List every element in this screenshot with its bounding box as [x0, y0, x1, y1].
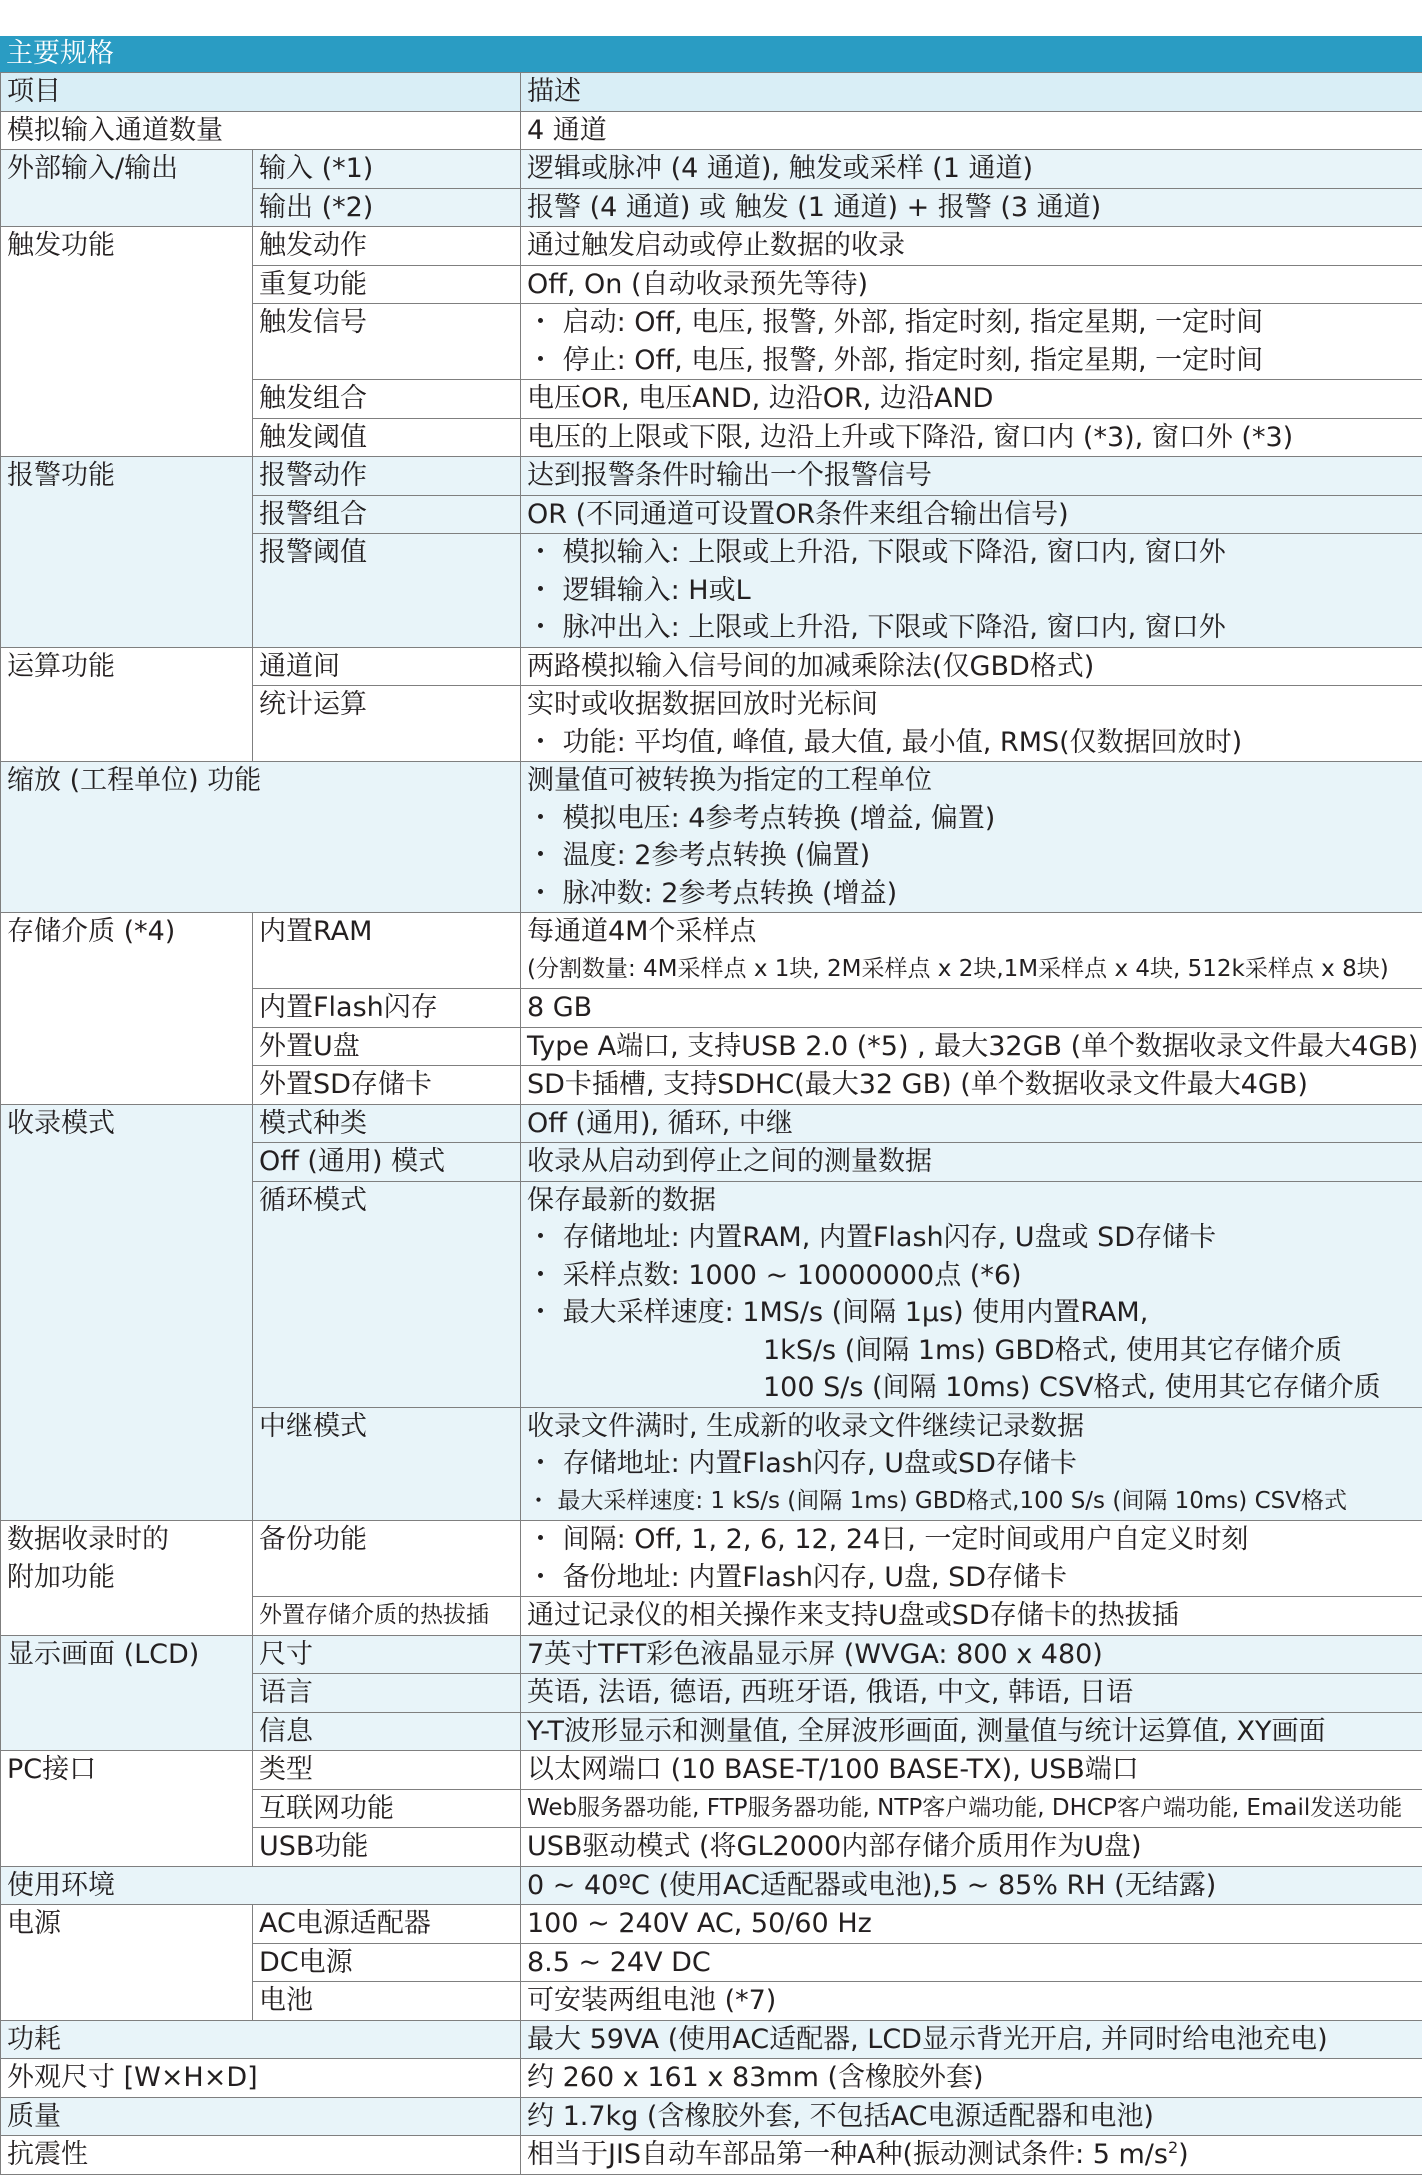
table-row — [1, 1521, 1422, 1597]
subitem-cell — [253, 1982, 521, 2021]
description-line: SD卡插槽, 支持SDHC(最大32 GB) (单个数据收录文件最大4GB) — [527, 1069, 1308, 1100]
subitem-label: 尺寸 — [259, 1638, 313, 1670]
description-cell — [521, 1597, 1422, 1636]
subitem-label: 备份功能 — [259, 1524, 367, 1555]
description-cell — [521, 1982, 1422, 2021]
table-row — [1, 647, 1422, 686]
description-cell — [521, 1789, 1422, 1828]
subitem-label: AC电源适配器 — [259, 1908, 431, 1939]
spec-table — [0, 72, 1422, 2175]
description-line: ・ 温度: 2参考点转换 (偏置) — [527, 837, 1422, 875]
subitem-cell — [253, 150, 521, 189]
subitem-cell — [253, 913, 521, 989]
description-cell — [521, 686, 1422, 762]
category-label: 功耗 — [7, 2023, 61, 2055]
description-cell — [521, 534, 1422, 648]
description-cell — [521, 1407, 1422, 1521]
description-line: 100 S/s (间隔 10ms) CSV格式, 使用其它存储介质 — [763, 1372, 1381, 1403]
subitem-cell — [253, 495, 521, 534]
description-line: 以太网端口 (10 BASE-T/100 BASE-TX), USB端口 — [527, 1754, 1139, 1785]
subitem-cell — [253, 1407, 521, 1521]
subitem-label: 中继模式 — [259, 1410, 367, 1442]
category-cell — [1, 150, 253, 227]
description-line: ・ 采样点数: 1000 ~ 10000000点 (*6) — [527, 1257, 1422, 1295]
table-row — [1, 1104, 1422, 1143]
category-cell — [1, 1104, 253, 1521]
table-row — [1, 1751, 1422, 1790]
subitem-label: 外置U盘 — [259, 1030, 360, 1062]
description-cell — [521, 495, 1422, 534]
subitem-label: 内置RAM — [259, 916, 373, 947]
subitem-cell — [253, 989, 521, 1028]
subitem-label: 重复功能 — [259, 268, 367, 300]
category-label: 触发功能 — [7, 230, 115, 261]
table-row — [1, 2136, 1422, 2175]
subitem-cell — [253, 534, 521, 648]
category-cell — [1, 913, 253, 1105]
subitem-cell — [253, 1143, 521, 1182]
description-line: USB驱动模式 (将GL2000内部存储介质用作为U盘) — [527, 1831, 1142, 1862]
section-title: 主要规格 — [0, 36, 1422, 72]
description-line: ・ 脉冲数: 2参考点转换 (增益) — [527, 875, 1422, 913]
category-label: PC接口 — [7, 1754, 97, 1785]
category-label: 报警功能 — [7, 460, 115, 491]
table-row — [1, 1635, 1422, 1674]
table-row — [1, 2020, 1422, 2059]
description-cell — [521, 2097, 1422, 2136]
category-label: 使用环境 — [7, 1869, 115, 1901]
category-label: 外部输入/输出 — [7, 153, 179, 184]
description-line: ・ 脉冲出入: 上限或上升沿, 下限或下降沿, 窗口内, 窗口外 — [527, 609, 1422, 647]
subitem-label: 循环模式 — [259, 1184, 367, 1216]
category-cell — [1, 647, 253, 762]
category-label: 附加功能 — [7, 1561, 115, 1593]
category-cell — [1, 227, 253, 457]
category-cell — [1, 1635, 253, 1751]
description-line: ・ 最大采样速度: 1 kS/s (间隔 1ms) GBD格式,100 S/s (间隔 10ms) CSV格式 — [527, 1483, 1422, 1521]
category-label: 抗震性 — [7, 2139, 88, 2170]
table-row — [1, 762, 1422, 913]
category-cell — [1, 2059, 521, 2098]
description-line: 电压的上限或下限, 边沿上升或下降沿, 窗口内 (*3), 窗口外 (*3) — [527, 421, 1294, 453]
subitem-label: 外置存储介质的热拔插 — [259, 1602, 489, 1628]
description-cell — [521, 913, 1422, 989]
description-cell — [521, 647, 1422, 686]
category-label: 显示画面 (LCD) — [7, 1638, 200, 1670]
description-line: ・ 存储地址: 内置RAM, 内置Flash闪存, U盘或 SD存储卡 — [527, 1219, 1422, 1257]
subitem-cell — [253, 418, 521, 457]
category-label: 收录模式 — [7, 1107, 115, 1139]
description-cell — [521, 1712, 1422, 1751]
header-desc: 描述 — [521, 73, 1422, 112]
description-line: ・ 间隔: Off, 1, 2, 6, 12, 24日, 一定时间或用户自定义时刻 — [527, 1521, 1422, 1559]
description-line: 逻辑或脉冲 (4 通道), 触发或采样 (1 通道) — [527, 153, 1033, 184]
subitem-label: 外置SD存储卡 — [259, 1069, 432, 1100]
description-line: 报警 (4 通道) 或 触发 (1 通道) + 报警 (3 通道) — [527, 191, 1102, 223]
description-line: 约 1.7kg (含橡胶外套, 不包括AC电源适配器和电池) — [527, 2100, 1154, 2132]
description-line: 每通道4M个采样点 — [527, 916, 757, 947]
table-row — [1, 2097, 1422, 2136]
description-line: ・ 停止: Off, 电压, 报警, 外部, 指定时刻, 指定星期, 一定时间 — [527, 342, 1422, 380]
category-label: 存储介质 (*4) — [7, 916, 176, 947]
subitem-label: 输出 (*2) — [259, 191, 374, 223]
subitem-label: 报警阈值 — [259, 537, 367, 568]
description-line: 收录从启动到停止之间的测量数据 — [527, 1146, 932, 1177]
category-label: 质量 — [7, 2100, 61, 2132]
description-line: ・ 存储地址: 内置Flash闪存, U盘或SD存储卡 — [527, 1445, 1422, 1483]
subitem-cell — [253, 227, 521, 266]
table-row — [1, 1905, 1422, 1944]
category-cell — [1, 2136, 521, 2175]
category-cell — [1, 2097, 521, 2136]
description-cell — [521, 2059, 1422, 2098]
subitem-cell — [253, 1751, 521, 1790]
subitem-label: 通道间 — [259, 650, 340, 682]
description-line: 4 通道 — [527, 114, 607, 146]
description-cell — [521, 1104, 1422, 1143]
subitem-label: 输入 (*1) — [259, 153, 374, 184]
subitem-label: 报警组合 — [259, 498, 367, 530]
description-cell — [521, 418, 1422, 457]
description-line: Type A端口, 支持USB 2.0 (*5) , 最大32GB (单个数据收录文件最大4GB) — [527, 1030, 1419, 1062]
subitem-label: Off (通用) 模式 — [259, 1146, 446, 1177]
description-line: ・ 最大采样速度: 1MS/s (间隔 1μs) 使用内置RAM, — [527, 1294, 1422, 1332]
subitem-cell — [253, 304, 521, 380]
description-line: 实时或收据数据回放时光标间 — [527, 689, 878, 720]
description-line: 1kS/s (间隔 1ms) GBD格式, 使用其它存储介质 — [763, 1334, 1342, 1366]
subitem-label: USB功能 — [259, 1831, 369, 1862]
description-line: 8 GB — [527, 992, 593, 1023]
description-cell — [521, 1066, 1422, 1105]
description-line: 最大 59VA (使用AC适配器, LCD显示背光开启, 并同时给电池充电) — [527, 2023, 1328, 2055]
category-cell — [1, 1521, 253, 1636]
description-line: ・ 备份地址: 内置Flash闪存, U盘, SD存储卡 — [527, 1559, 1422, 1597]
subitem-label: 互联网功能 — [259, 1792, 394, 1824]
description-line: 0 ~ 40ºC (使用AC适配器或电池),5 ~ 85% RH (无结露) — [527, 1869, 1217, 1901]
description-cell — [521, 457, 1422, 496]
category-label: 模拟输入通道数量 — [7, 114, 223, 146]
description-line: ・ 模拟输入: 上限或上升沿, 下限或下降沿, 窗口内, 窗口外 — [527, 534, 1422, 572]
description-cell — [521, 1635, 1422, 1674]
subitem-cell — [253, 1181, 521, 1407]
description-cell — [521, 1943, 1422, 1982]
subitem-label: 报警动作 — [259, 460, 367, 491]
description-cell — [521, 762, 1422, 913]
table-row — [1, 111, 1422, 150]
subitem-cell — [253, 1674, 521, 1713]
description-cell — [521, 1521, 1422, 1597]
category-label: 外观尺寸 [W×H×D] — [7, 2062, 258, 2093]
header-item: 项目 — [1, 73, 521, 112]
subitem-cell — [253, 1635, 521, 1674]
subitem-cell — [253, 1712, 521, 1751]
description-line: 测量值可被转换为指定的工程单位 — [527, 765, 932, 796]
description-cell — [521, 1751, 1422, 1790]
description-cell — [521, 304, 1422, 380]
category-cell — [1, 111, 521, 150]
description-line: 相当于JIS自动车部品第一种A种(振动测试条件: 5 $m/s^2$) — [527, 2138, 1189, 2170]
description-line: Off, On (自动收录预先等待) — [527, 268, 869, 300]
subitem-label: 内置Flash闪存 — [259, 992, 438, 1023]
subitem-label: 触发信号 — [259, 307, 367, 338]
subitem-cell — [253, 265, 521, 304]
description-cell — [521, 1027, 1422, 1066]
category-label: 数据收录时的 — [7, 1524, 169, 1555]
description-cell — [521, 1143, 1422, 1182]
subitem-cell — [253, 1027, 521, 1066]
table-row — [1, 150, 1422, 189]
description-line: ・ 功能: 平均值, 峰值, 最大值, 最小值, RMS(仅数据回放时) — [527, 724, 1422, 762]
subitem-label: 触发阈值 — [259, 421, 367, 453]
category-cell — [1, 2020, 521, 2059]
description-line: 可安装两组电池 (*7) — [527, 1985, 777, 2016]
description-line: 两路模拟输入信号间的加减乘除法(仅GBD格式) — [527, 650, 1095, 682]
description-cell — [521, 111, 1422, 150]
description-cell — [521, 380, 1422, 419]
category-label: 电源 — [7, 1908, 61, 1939]
description-cell — [521, 1866, 1422, 1905]
table-header-row — [1, 73, 1422, 112]
subitem-label: 语言 — [259, 1677, 313, 1708]
category-cell — [1, 1866, 521, 1905]
description-line: Y-T波形显示和测量值, 全屏波形画面, 测量值与统计运算值, XY画面 — [527, 1715, 1326, 1747]
description-line: (分割数量: 4M采样点 x 1块, 2M采样点 x 2块,1M采样点 x 4块, 512k采样点 x 8块) — [527, 955, 1389, 982]
description-cell — [521, 2136, 1422, 2175]
description-line: 英语, 法语, 德语, 西班牙语, 俄语, 中文, 韩语, 日语 — [527, 1677, 1134, 1708]
subitem-label: 电池 — [259, 1985, 313, 2016]
subitem-label: 触发动作 — [259, 230, 367, 261]
table-row — [1, 1866, 1422, 1905]
category-label: 运算功能 — [7, 650, 115, 682]
subitem-cell — [253, 1066, 521, 1105]
description-line: 电压OR, 电压AND, 边沿OR, 边沿AND — [527, 383, 994, 414]
description-line: Web服务器功能, FTP服务器功能, NTP客户端功能, DHCP客户端功能, Email发送功能 — [527, 1794, 1403, 1821]
subitem-label: 类型 — [259, 1754, 313, 1785]
subitem-cell — [253, 457, 521, 496]
description-cell — [521, 1828, 1422, 1867]
description-line: 通过记录仪的相关操作来支持U盘或SD存储卡的热拔插 — [527, 1600, 1179, 1631]
table-row — [1, 457, 1422, 496]
subitem-label: 信息 — [259, 1715, 313, 1747]
category-cell — [1, 1751, 253, 1867]
description-cell — [521, 227, 1422, 266]
description-line: ・ 启动: Off, 电压, 报警, 外部, 指定时刻, 指定星期, 一定时间 — [527, 304, 1422, 342]
description-cell — [521, 1905, 1422, 1944]
description-line: 7英寸TFT彩色液晶显示屏 (WVGA: 800 x 480) — [527, 1638, 1103, 1670]
subitem-cell — [253, 647, 521, 686]
description-line: Off (通用), 循环, 中继 — [527, 1107, 793, 1139]
description-line: ・ 模拟电压: 4参考点转换 (增益, 偏置) — [527, 800, 1422, 838]
description-line: 8.5 ~ 24V DC — [527, 1946, 711, 1978]
table-row — [1, 913, 1422, 989]
subitem-cell — [253, 188, 521, 227]
description-line: 100 ~ 240V AC, 50/60 Hz — [527, 1908, 872, 1939]
category-cell — [1, 762, 521, 913]
subitem-cell — [253, 1789, 521, 1828]
description-cell — [521, 1674, 1422, 1713]
subitem-cell — [253, 1104, 521, 1143]
description-line: 收录文件满时, 生成新的收录文件继续记录数据 — [527, 1410, 1085, 1442]
subitem-label: DC电源 — [259, 1946, 353, 1978]
description-cell — [521, 188, 1422, 227]
subitem-cell — [253, 1943, 521, 1982]
description-line: 约 260 x 161 x 83mm (含橡胶外套) — [527, 2062, 984, 2093]
table-row — [1, 227, 1422, 266]
table-row — [1, 2059, 1422, 2098]
subitem-cell — [253, 380, 521, 419]
description-line: 达到报警条件时输出一个报警信号 — [527, 460, 932, 491]
subitem-label: 统计运算 — [259, 689, 367, 720]
description-line: 保存最新的数据 — [527, 1184, 716, 1216]
category-label: 缩放 (工程单位) 功能 — [7, 765, 262, 796]
subitem-cell — [253, 1597, 521, 1636]
subitem-cell — [253, 1828, 521, 1867]
description-cell — [521, 265, 1422, 304]
description-cell — [521, 1181, 1422, 1407]
subitem-cell — [253, 1905, 521, 1944]
category-cell — [1, 457, 253, 648]
description-line: ・ 逻辑输入: H或L — [527, 572, 1422, 610]
subitem-label: 触发组合 — [259, 383, 367, 414]
subitem-label: 模式种类 — [259, 1107, 367, 1139]
subitem-cell — [253, 686, 521, 762]
description-cell — [521, 2020, 1422, 2059]
subitem-cell — [253, 1521, 521, 1597]
description-line: 通过触发启动或停止数据的收录 — [527, 230, 905, 261]
description-line: OR (不同通道可设置OR条件来组合输出信号) — [527, 498, 1069, 530]
category-cell — [1, 1905, 253, 2021]
description-cell — [521, 989, 1422, 1028]
superscript: 2 — [1167, 2138, 1179, 2157]
description-cell — [521, 150, 1422, 189]
